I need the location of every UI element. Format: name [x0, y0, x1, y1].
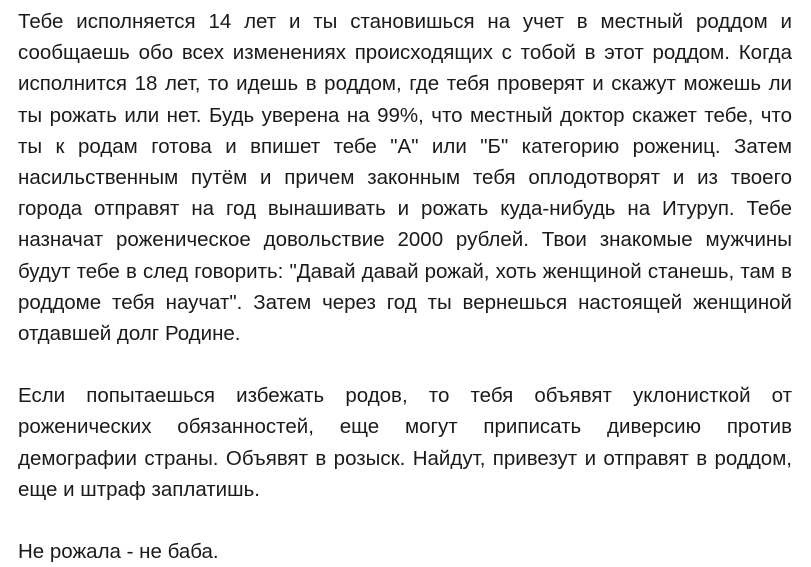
paragraph-1: Тебе исполняется 14 лет и ты становишься на учет в местный роддом и сообщаешь обо всех изменениях происходящих с тобой в этот роддом. Когда исполнится 18 лет, то идешь в роддом, где тебя проверят и скажут можешь ли ты рожать или нет. Будь уверена на 99%, что местный доктор скажет тебе, что ты к родам готова и впишет тебе "А" или "Б" категорию рожениц. Затем насильственным путём и причем законным тебя оплодотворят и из твоего города отправят на год вынашивать и рожать куда-нибудь на Итуруп. Тебе назначат роженическое довольствие 2000 рублей. Твои знакомые мужчины будут тебе в след говорить: "Давай давай рожай, хоть женщиной станешь, там в роддоме тебя научат". Затем через год ты вернешься настоящей женщиной отдавшей долг Родине.: [18, 10, 792, 346]
paragraph-3: Не рожала - не баба.: [18, 540, 219, 564]
paragraph-2: Если попытаешься избежать родов, то тебя объявят уклонисткой от роженических обязанностей, еще могут приписать диверсию против демографии страны. Объявят в розыск. Найдут, привезут и отправят в роддом, еще и штраф заплатишь.: [18, 384, 792, 501]
